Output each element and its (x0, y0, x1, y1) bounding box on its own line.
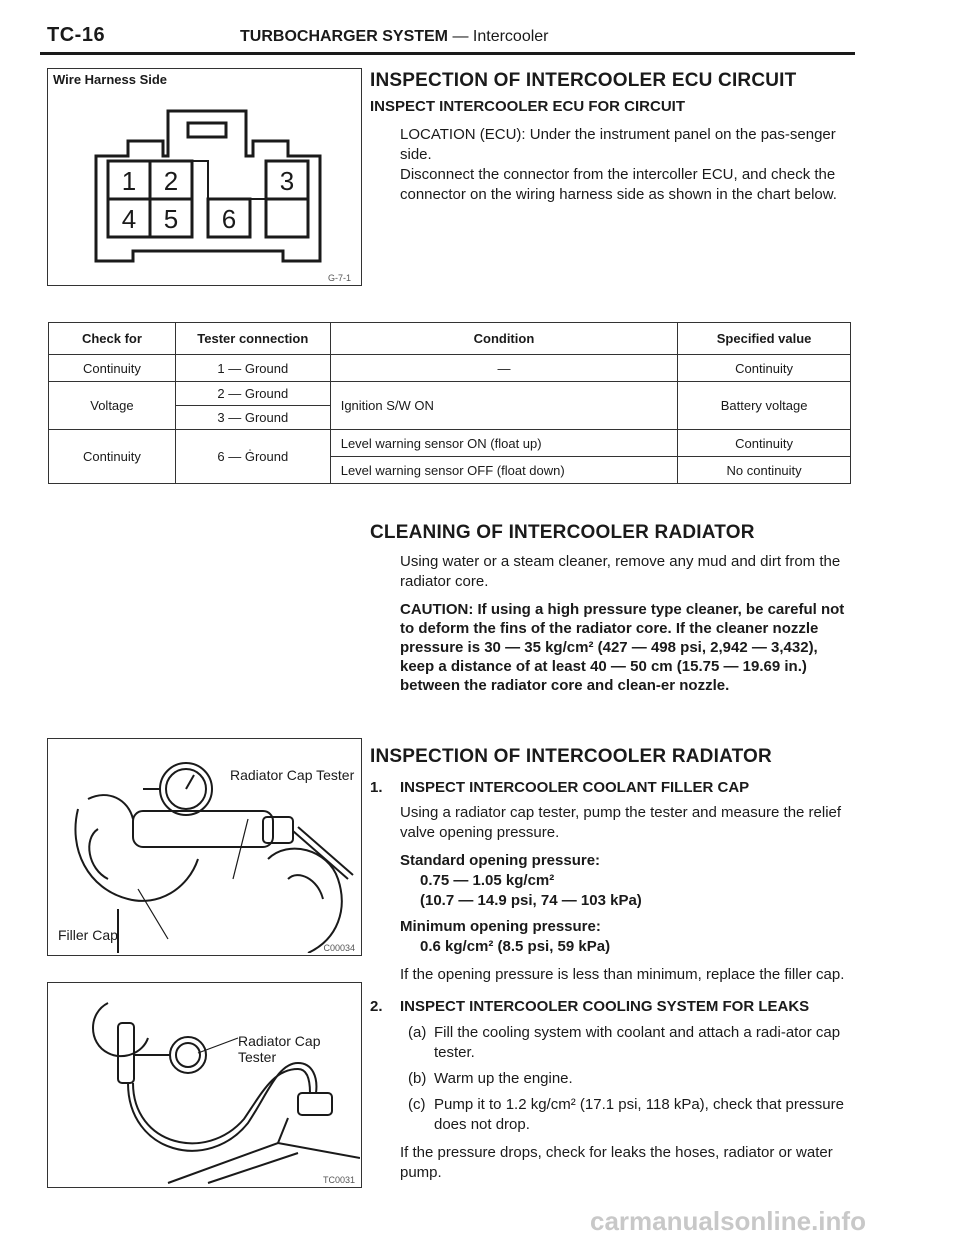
cell-ground-1: 1 — Ground (175, 355, 330, 382)
tester-figure-2 (47, 982, 362, 1188)
connector-figure-label: Wire Harness Side (53, 72, 168, 87)
ecu-section (370, 70, 855, 205)
step-2 (370, 997, 855, 1183)
pin-5-label: 5 (163, 204, 179, 234)
step-2-note: If the pressure drops, check for leaks the hoses, radiator or water pump. (400, 1144, 833, 1181)
header-condition: Condition (330, 323, 677, 355)
caution-text: If using a high pressure type cleaner, be careful not to deform the fins of the radiator core. If the cleaner nozzle pressure is 30 — 35 kg/cm² (427 — 498 psi, 2,942 — 3,432), keep a distance of at least 40 — 50 cm (15.75 — 19.69 in.) between the radiator core and clean-er nozzle. (400, 601, 845, 694)
pin-2-label: 2 (163, 166, 179, 196)
cleaning-text: Using water or a steam cleaner, remove any mud and dirt from the radiator core. (400, 553, 841, 590)
standard-pressure-value-2: (10.7 — 14.9 psi, 74 — 103 kPa) (420, 892, 642, 909)
step-2-body (400, 997, 855, 1183)
page-title-sub: — Intercooler (448, 28, 549, 45)
ecu-location (400, 125, 855, 165)
step-1-number: 1. (370, 779, 383, 796)
substep-a-label: (a) (408, 1024, 427, 1041)
step-2-title: INSPECT INTERCOOLER COOLING SYSTEM FOR LEAKS (400, 998, 810, 1015)
cell-continuity-value: Continuity (678, 355, 851, 382)
cell-continuity-value-2: Continuity (678, 430, 851, 457)
table-row (49, 355, 851, 382)
step-1-note: If the opening pressure is less than minimum, replace the filler cap. (400, 966, 845, 983)
table-row (49, 382, 851, 406)
connector-figure-code: G-7-1 (327, 273, 351, 283)
page-title-main: TURBOCHARGER SYSTEM (240, 28, 449, 45)
tester-figure-2-label: Radiator Cap Tester (238, 1033, 321, 1065)
substep-c-text: Pump it to 1.2 kg/cm² (17.1 psi, 118 kPa), check that pressure does not drop. (434, 1096, 844, 1133)
radiator-section (370, 746, 855, 1183)
pin-3-label: 3 (279, 166, 295, 196)
header-rule (40, 52, 855, 55)
substep-a (408, 1023, 855, 1063)
cell-ground-2: 2 — Ground (175, 382, 330, 406)
cell-check-continuity: Continuity (49, 355, 176, 382)
ecu-instructions: Disconnect the connector from the intercoller ECU, and check the connector on the wiring harness side as shown in the chart below. (400, 166, 837, 203)
ecu-heading: INSPECTION OF INTERCOOLER ECU CIRCUIT (370, 70, 797, 91)
step-1-body (400, 778, 855, 985)
tester-figure-2-code: TC0031 (322, 1175, 355, 1185)
step-1-title: INSPECT INTERCOOLER COOLANT FILLER CAP (400, 779, 750, 796)
watermark: carmanualsonline.info (590, 1206, 866, 1236)
cell-no-continuity: No continuity (678, 457, 851, 484)
pin-1-label: 1 (121, 166, 137, 196)
cell-level-off: Level warning sensor OFF (float down) (330, 457, 677, 484)
ecu-location-text: Under the instrument panel on the pas-senger side. (400, 126, 836, 163)
ecu-subheading: INSPECT INTERCOOLER ECU FOR CIRCUIT (370, 98, 686, 115)
substep-c-label: (c) (408, 1096, 426, 1113)
ecu-location-label: LOCATION (ECU): (400, 126, 526, 143)
pin-4-label: 4 (121, 204, 137, 234)
tester-figure-1-code: C00034 (323, 943, 355, 953)
cell-check-continuity-2: Continuity (49, 430, 176, 484)
header-specified-value: Specified value (678, 323, 851, 355)
header-tester-connection: Tester connection (175, 323, 330, 355)
standard-pressure-value-1: 0.75 — 1.05 kg/cm² (420, 872, 555, 889)
cell-check-voltage: Voltage (49, 382, 176, 430)
cleaning-heading: CLEANING OF INTERCOOLER RADIATOR (370, 522, 755, 543)
substep-b-text: Warm up the engine. (434, 1070, 573, 1087)
pin-6-label: 6 (221, 204, 237, 234)
step-1 (370, 778, 855, 985)
minimum-pressure-label: Minimum opening pressure: (400, 918, 601, 935)
cleaning-body (400, 552, 855, 695)
substep-a-text: Fill the cooling system with coolant and attach a radi-ator cap tester. (434, 1024, 841, 1061)
minimum-pressure-value: 0.6 kg/cm² (8.5 psi, 59 kPa) (420, 938, 611, 955)
table-row (49, 430, 851, 457)
tester-figure-1 (47, 738, 362, 956)
radiator-heading: INSPECTION OF INTERCOOLER RADIATOR (370, 746, 772, 767)
connector-latch (188, 123, 226, 137)
caution-label: CAUTION: (400, 601, 474, 618)
page-title (240, 28, 549, 46)
step-2-number: 2. (370, 998, 383, 1015)
cell-ignition-on: Ignition S/W ON (330, 382, 677, 430)
cleaning-caution (400, 600, 855, 695)
cell-level-on: Level warning sensor ON (float up) (330, 430, 677, 457)
substep-b-label: (b) (408, 1070, 427, 1087)
tester-figure-1-label: Radiator Cap Tester (230, 767, 355, 783)
connector-figure (47, 68, 362, 286)
ecu-spec-table (48, 322, 851, 484)
cleaning-section (370, 522, 855, 695)
cell-condition-dash: — (330, 355, 677, 382)
substep-b (408, 1069, 855, 1089)
filler-cap-label: Filler Cap (58, 927, 118, 943)
cell-ground-6: 6 — Ġround (175, 430, 330, 484)
header-check-for: Check for (49, 323, 176, 355)
cell-ground-3: 3 — Ground (175, 406, 330, 430)
cell-battery-voltage: Battery voltage (678, 382, 851, 430)
substep-c (408, 1095, 855, 1135)
page-code: TC-16 (47, 24, 106, 46)
ecu-body (400, 125, 855, 205)
connector-diagram (88, 101, 328, 271)
tester-illustration-2 (48, 983, 360, 1185)
table-header-row (49, 323, 851, 355)
standard-pressure-label: Standard opening pressure: (400, 852, 601, 869)
pin-empty-cell (266, 199, 308, 237)
step-1-text: Using a radiator cap tester, pump the tester and measure the relief valve opening pressure. (400, 804, 842, 841)
